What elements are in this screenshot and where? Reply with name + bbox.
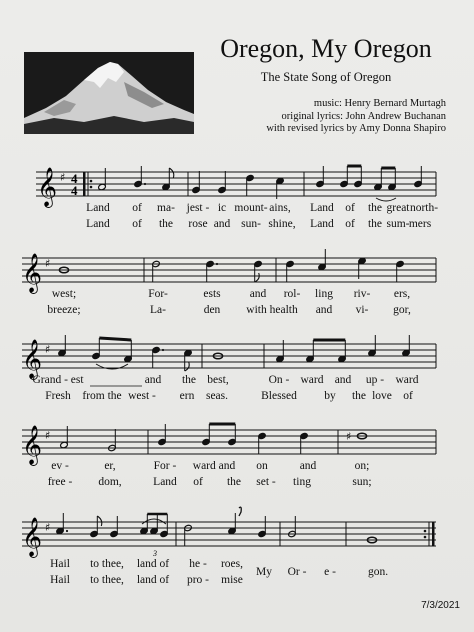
sharp-icon: ♯: [346, 430, 352, 443]
lyric-syllable: ers,: [393, 288, 411, 300]
triplet-mark: 3: [153, 549, 157, 558]
lyric-syllable: Land: [86, 218, 110, 230]
lyric-syllable: Land: [86, 202, 110, 214]
lyric-syllable: set -: [256, 476, 276, 488]
sharp-icon: ♯: [60, 171, 66, 184]
lyric-syllable: riv-: [353, 288, 371, 300]
lyric-syllable: mers: [408, 218, 432, 230]
lyric-syllable: For -: [153, 460, 177, 472]
lyric-syllable: breeze;: [47, 304, 81, 316]
lyric-syllable: pro -: [186, 574, 210, 586]
lyric-syllable: of: [345, 202, 355, 214]
sharp-icon: ♯: [45, 521, 51, 534]
lyric-syllable: on: [256, 460, 268, 472]
time-sig-top: 4: [71, 171, 78, 186]
music-credit: music: Henry Bernard Murtagh: [313, 98, 446, 109]
lyric-syllable: and: [249, 288, 267, 300]
lyric-syllable: mount-: [234, 202, 268, 214]
lyric-syllable: by: [324, 390, 336, 402]
lyric-syllable: of: [193, 476, 203, 488]
lyric-syllable: gor,: [393, 304, 411, 316]
mountain-photo: [24, 52, 194, 134]
lyric-syllable: rol-: [283, 288, 301, 300]
credits: [266, 98, 446, 136]
lyric-syllable: and: [315, 304, 333, 316]
lyric-syllable: ting: [293, 476, 311, 488]
lyric-syllable: sun-: [241, 218, 261, 230]
lyric-syllable: Land: [153, 476, 177, 488]
lyric-syllable: best,: [207, 374, 229, 386]
lyric-syllable: west -: [128, 390, 156, 402]
lyric-syllable: and: [213, 218, 231, 230]
lyric-syllable: For-: [148, 288, 168, 300]
lyric-syllable: ward and: [192, 460, 236, 472]
lyric-syllable: the: [181, 374, 197, 386]
song-subtitle: The State Song of Oregon: [260, 70, 392, 84]
lyric-syllable: Hail: [50, 574, 70, 586]
lyric-syllable: the: [351, 390, 367, 402]
time-sig-bottom: 4: [71, 183, 78, 198]
sharp-icon: ♯: [45, 257, 51, 270]
lyric-syllable: dom,: [98, 476, 122, 488]
lyric-syllable: mise: [221, 574, 243, 586]
lyric-syllable: of: [403, 390, 413, 402]
treble-clef-icon: 𝄞: [22, 253, 43, 293]
lyric-syllable: north-: [409, 202, 439, 214]
lyric-syllable: of: [132, 218, 142, 230]
lyric-syllable: Blessed: [261, 390, 297, 402]
lyric-syllable: Fresh: [45, 390, 71, 402]
lyric-syllable: ling: [315, 288, 333, 300]
lyric-syllable: free -: [47, 476, 73, 488]
sharp-icon: ♯: [45, 343, 51, 356]
lyric-syllable: and: [299, 460, 317, 472]
lyric-syllable: love: [372, 390, 392, 402]
lyric-syllable: land of: [136, 558, 170, 570]
lyric-syllable: Land: [310, 218, 334, 230]
lyric-syllable: Or -: [287, 566, 307, 578]
lyric-syllable: ward: [300, 374, 324, 386]
lyric-syllable: with health: [246, 304, 298, 316]
lyric-syllable: he -: [189, 558, 207, 570]
lyric-syllable: ic: [217, 202, 227, 214]
lyric-syllable: jest -: [186, 202, 210, 214]
lyric-syllable: of: [132, 202, 142, 214]
lyric-syllable: Hail: [50, 558, 70, 570]
lyric-syllable: vi-: [355, 304, 369, 316]
lyric-syllable: sun;: [352, 476, 372, 488]
lyric-syllable: My: [256, 566, 272, 578]
lyric-syllable: from the: [82, 390, 122, 402]
lyric-syllable: ests: [203, 288, 221, 300]
lyric-syllable: shine,: [268, 218, 296, 230]
lyric-syllable: west;: [51, 288, 77, 300]
song-title: Oregon, My Oregon: [220, 34, 432, 63]
lyric-syllable: and: [334, 374, 352, 386]
lyric-syllable: up -: [365, 374, 385, 386]
lyric-syllable: the: [367, 218, 383, 230]
lyric-syllable: La-: [150, 304, 166, 316]
lyric-syllable: to thee,: [90, 574, 124, 586]
lyric-syllable: ev -: [51, 460, 69, 472]
lyric-syllable: den: [203, 304, 221, 316]
lyric-syllable: roes,: [220, 558, 244, 570]
lyric-syllable: of: [345, 218, 355, 230]
lyric-syllable: ward: [395, 374, 419, 386]
lyric-syllable: on;: [354, 460, 370, 472]
lyric-syllable: ains,: [269, 202, 291, 214]
lyric-syllable: and: [144, 374, 162, 386]
lyric-syllable: seas.: [205, 390, 229, 402]
lyric-syllable: On -: [268, 374, 290, 386]
lyric-syllable: the: [226, 476, 242, 488]
sharp-icon: ♯: [45, 429, 51, 442]
lyric-syllable: e -: [324, 566, 336, 578]
lyric-syllable: Land: [310, 202, 334, 214]
footer-date: 7/3/2021: [421, 600, 460, 611]
lyric-syllable: the: [367, 202, 383, 214]
lyric-syllable: sum-: [386, 218, 410, 230]
revised-lyrics-credit: with revised lyrics by Amy Donna Shapiro: [266, 123, 446, 134]
lyric-syllable: great: [386, 202, 410, 214]
treble-clef-icon: 𝄞: [22, 425, 43, 465]
lyrics-credit: original lyrics: John Andrew Buchanan: [281, 110, 446, 122]
lyric-syllable: rose: [188, 218, 208, 230]
breath-mark-icon: [239, 507, 241, 516]
lyric-syllable: to thee,: [90, 558, 124, 570]
treble-clef-icon: 𝄞: [22, 517, 43, 557]
lyric-syllable: ma-: [157, 202, 175, 214]
lyric-syllable: gon.: [367, 566, 389, 578]
lyric-syllable: land of: [136, 574, 170, 586]
treble-clef-icon: 𝄞: [37, 167, 58, 207]
lyric-syllable: Grand - est: [32, 374, 84, 386]
lyric-syllable: the: [158, 218, 174, 230]
lyric-syllable: ern: [179, 390, 195, 402]
treble-clef-icon: 𝄞: [22, 339, 43, 379]
lyric-syllable: er,: [104, 460, 116, 472]
